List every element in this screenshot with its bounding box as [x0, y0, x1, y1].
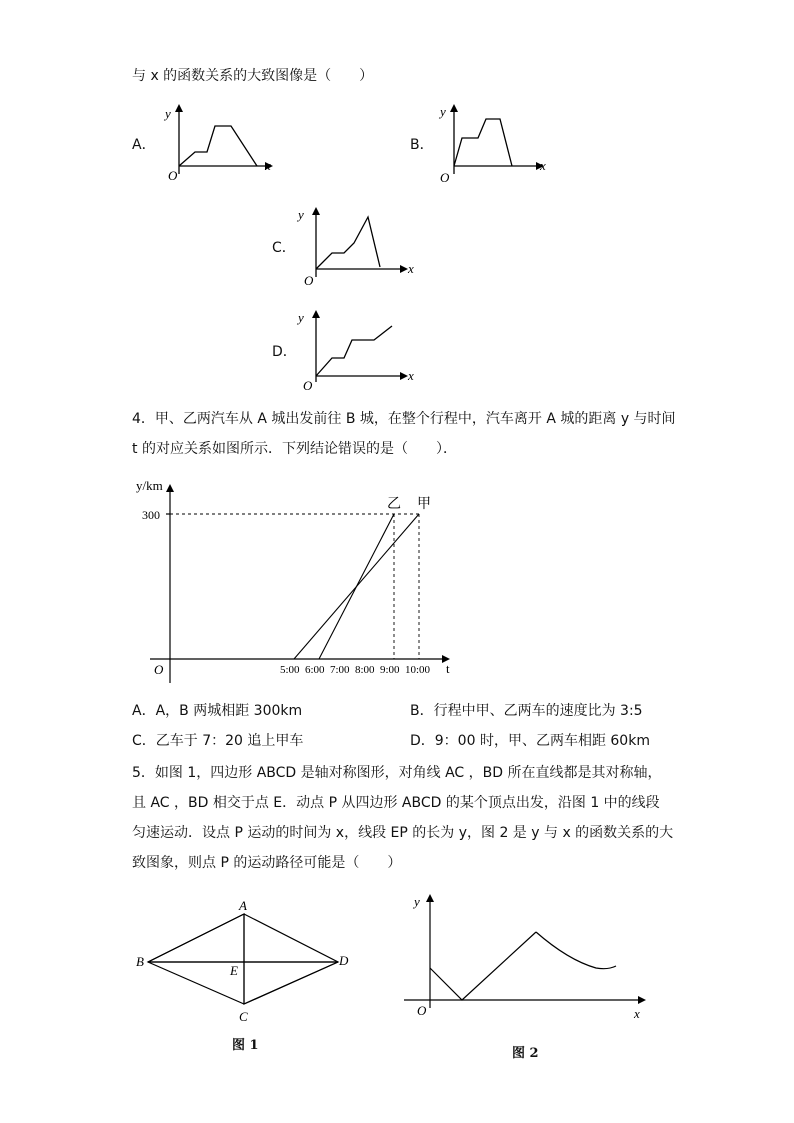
q4-choice-b: B．行程中甲、乙两车的速度比为 3:5: [410, 703, 643, 719]
series-label-0: 甲: [417, 497, 431, 512]
q5-line4: 致图象，则点 P 的运动路径可能是（ ）: [132, 855, 402, 871]
point-e-label: E: [230, 963, 238, 978]
origin-label: O: [303, 378, 313, 393]
origin-label: O: [440, 170, 450, 185]
q4-stem-line1: 4．甲、乙两汽车从 A 城出发前往 B 城，在整个行程中，汽车离开 A 城的距离 y 与时间: [132, 411, 676, 427]
q3-option-b-letter: B．: [410, 137, 434, 153]
origin-label: O: [168, 168, 178, 183]
y-label: y: [440, 104, 446, 119]
origin-label: O: [417, 1003, 427, 1018]
q4-distance-time-chart: [130, 478, 470, 688]
x-label: x: [408, 261, 414, 276]
y-label: y: [298, 207, 304, 222]
x-arrow: [638, 996, 646, 1004]
x-tick-label-3: 8:00: [355, 664, 375, 676]
x-label: x: [408, 368, 414, 383]
x-arrow: [400, 372, 408, 380]
q4-choice-a: A．A，B 两城相距 300km: [132, 703, 303, 719]
q3-intro: 与 x 的函数关系的大致图像是（ ）: [132, 68, 374, 84]
q3-option-d-graph: [298, 310, 422, 393]
q4-choice-c: C．乙车于 7：20 追上甲车: [132, 733, 304, 749]
q4-choice-d: D．9：00 时，甲、乙两车相距 60km: [410, 733, 650, 749]
x-label: x: [634, 1006, 640, 1021]
x-tick-label-5: 10:00: [405, 664, 431, 676]
x-tick-label-1: 6:00: [305, 664, 325, 676]
curve: [454, 119, 512, 166]
curve-linear: [430, 932, 536, 1000]
q5-figure1-caption: 图 1: [232, 1038, 259, 1053]
y-label: y: [298, 310, 304, 325]
origin-label: O: [304, 273, 314, 288]
q3-option-c-graph: [298, 207, 422, 289]
y-label: y: [165, 106, 171, 121]
x-label: x: [540, 158, 546, 173]
q3-option-b-graph: [440, 104, 550, 184]
y-axis-arrow: [166, 484, 174, 492]
y-arrow: [312, 207, 320, 215]
q3-option-a-letter: A．: [132, 137, 156, 153]
series-label-1: 乙: [387, 497, 401, 512]
rhombus-outline: [148, 914, 338, 1004]
q5-figure2-graph: [400, 890, 650, 1020]
y-axis-label: y/km: [136, 478, 163, 493]
q4-stem-line2: t 的对应关系如图所示．下列结论错误的是（ ）．: [132, 441, 457, 457]
q5-line3: 匀速运动．设点 P 运动的时间为 x，线段 EP 的长为 y，图 2 是 y 与 x 的函数关系的大: [132, 825, 674, 841]
origin-label: O: [154, 662, 164, 677]
y-label: y: [414, 894, 420, 909]
rhombus: [148, 914, 338, 1004]
y-arrow: [175, 104, 183, 112]
q3-option-c-letter: C．: [272, 240, 296, 256]
vertex-c-label: C: [239, 1009, 248, 1024]
x-label: x: [265, 158, 271, 173]
x-tick-label-2: 7:00: [330, 664, 350, 676]
y-arrow: [450, 104, 458, 112]
x-tick-label-4: 9:00: [380, 664, 400, 676]
curve: [316, 326, 392, 376]
q3-option-d-letter: D．: [272, 344, 297, 360]
x-arrow: [400, 265, 408, 273]
y-arrow: [312, 310, 320, 318]
y-arrow: [426, 894, 434, 902]
x-axis-label: t: [446, 661, 450, 676]
vertex-a-label: A: [239, 898, 247, 913]
q5-line1: 5．如图 1，四边形 ABCD 是轴对称图形，对角线 AC ，BD 所在直线都是其对称轴，: [132, 765, 662, 781]
q5-figure1-rhombus: [136, 898, 366, 1038]
curve: [316, 217, 380, 269]
q5-line2: 且 AC ，BD 相交于点 E．动点 P 从四边形 ABCD 的某个顶点出发，沿图 1 中的线段: [132, 795, 660, 811]
curve: [179, 126, 257, 166]
x-tick-label-0: 5:00: [280, 664, 300, 676]
vertex-b-label: B: [136, 954, 144, 969]
q5-figure2-caption: 图 2: [512, 1046, 539, 1061]
vertex-d-label: D: [339, 953, 349, 968]
curve-arc: [536, 932, 616, 969]
q3-option-a-graph: [165, 104, 275, 184]
y-tick-label-300: 300: [142, 508, 160, 522]
series-line-1: [319, 514, 394, 659]
